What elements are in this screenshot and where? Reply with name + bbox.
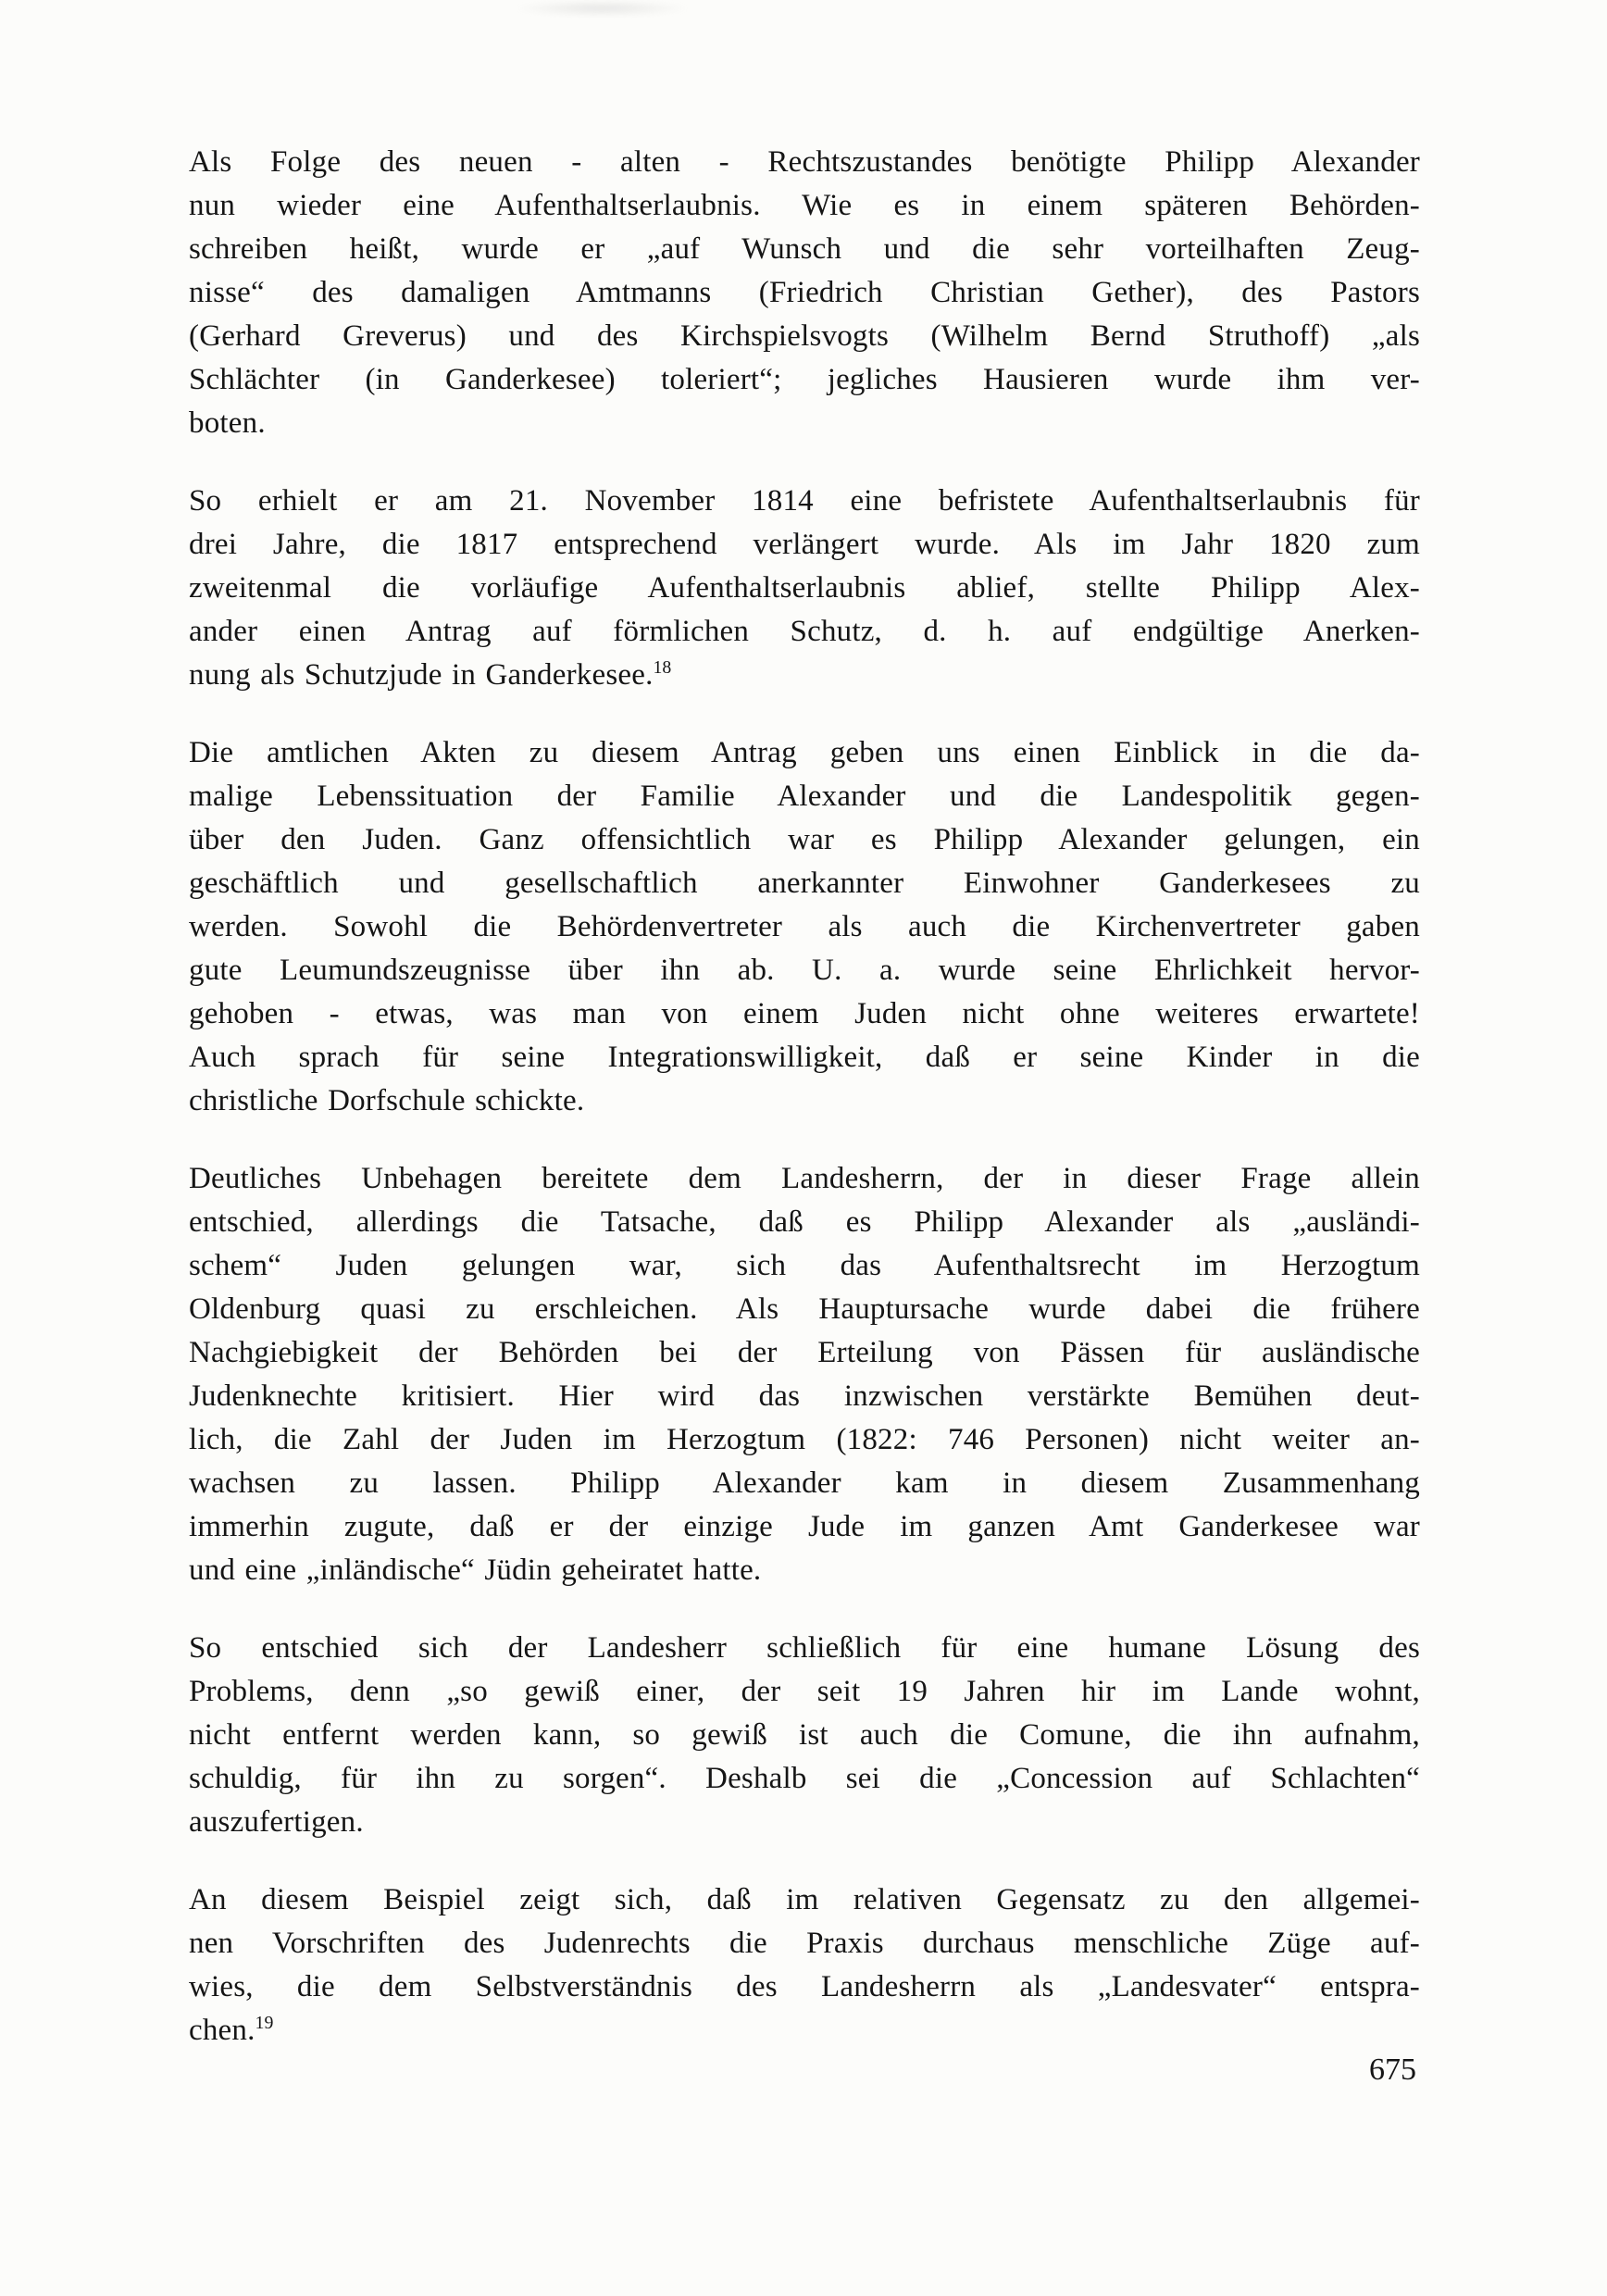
text-line <box>189 2009 1420 2053</box>
text-line: schem“ Juden gelungen war, sich das Aufenthaltsrecht im Herzogtum <box>189 1249 1420 1282</box>
text-line: Deutliches Unbehagen bereitete dem Landesherrn, der in dieser Frage allein <box>189 1162 1420 1195</box>
scan-artifact <box>514 0 690 17</box>
text-line: schreiben heißt, wurde er „auf Wunsch und die sehr vorteilhaften Zeug- <box>189 232 1420 266</box>
text-line: An diesem Beispiel zeigt sich, daß im relativen Gegensatz zu den allgemei- <box>189 1883 1420 1916</box>
text-run: chen. <box>189 2014 255 2047</box>
text-line: ander einen Antrag auf förmlichen Schutz, d. h. auf endgültige Anerken- <box>189 615 1420 648</box>
text-line: nen Vorschriften des Judenrechts die Praxis durchaus menschliche Züge auf- <box>189 1927 1420 1960</box>
text-line: schuldig, für ihn zu sorgen“. Deshalb sei die „Concession auf Schlachten“ <box>189 1762 1420 1795</box>
text-line <box>189 654 1420 697</box>
text-line: wies, die dem Selbstverständnis des Landesherrn als „Landesvater“ entspra- <box>189 1970 1420 2003</box>
paragraph <box>189 731 1420 1123</box>
text-line: Die amtlichen Akten zu diesem Antrag geben uns einen Einblick in die da- <box>189 736 1420 769</box>
text-line: (Gerhard Greverus) und des Kirchspielsvogts (Wilhelm Bernd Struthoff) „als <box>189 319 1420 353</box>
text-line: Als Folge des neuen - alten - Rechtszustandes benötigte Philipp Alexander <box>189 145 1420 179</box>
text-line: wachsen zu lassen. Philipp Alexander kam in diesem Zusammenhang <box>189 1466 1420 1500</box>
text-line <box>189 1549 1420 1592</box>
text-line: werden. Sowohl die Behördenvertreter als auch die Kirchenvertreter gaben <box>189 910 1420 943</box>
paragraph <box>189 1627 1420 1844</box>
text-line: Problems, denn „so gewiß einer, der seit 19 Jahren hir im Lande wohnt, <box>189 1675 1420 1708</box>
text-line: zweitenmal die vorläufige Aufenthaltserlaubnis ablief, stellte Philipp Alex- <box>189 571 1420 605</box>
text-line: So entschied sich der Landesherr schließlich für eine humane Lösung des <box>189 1631 1420 1665</box>
footnote-marker: 18 <box>653 657 672 678</box>
text-run: nung als Schutzjude in Ganderkesee. <box>189 658 654 692</box>
text-line: Judenknechte kritisiert. Hier wird das inzwischen verstärkte Bemühen deut- <box>189 1379 1420 1413</box>
footnote-marker: 19 <box>255 2013 274 2033</box>
text-line: über den Juden. Ganz offensichtlich war es Philipp Alexander gelungen, ein <box>189 823 1420 856</box>
text-run: boten. <box>189 406 266 440</box>
text-line: entschied, allerdings die Tatsache, daß es Philipp Alexander als „ausländi- <box>189 1205 1420 1239</box>
text-line: nun wieder eine Aufenthaltserlaubnis. Wie es in einem späteren Behörden- <box>189 189 1420 222</box>
paragraph <box>189 480 1420 697</box>
text-line <box>189 402 1420 445</box>
text-line <box>189 1801 1420 1844</box>
text-line: Oldenburg quasi zu erschleichen. Als Hauptursache wurde dabei die frühere <box>189 1292 1420 1326</box>
paragraph <box>189 141 1420 445</box>
text-run: auszufertigen. <box>189 1805 364 1839</box>
text-column <box>189 141 1420 2087</box>
paragraph <box>189 1157 1420 1592</box>
text-line: drei Jahre, die 1817 entsprechend verlängert wurde. Als im Jahr 1820 zum <box>189 528 1420 561</box>
text-line: Schlächter (in Ganderkesee) toleriert“; jegliches Hausieren wurde ihm ver- <box>189 363 1420 396</box>
text-line: gehoben - etwas, was man von einem Juden nicht ohne weiteres erwartete! <box>189 997 1420 1030</box>
text-run: christliche Dorfschule schickte. <box>189 1084 585 1117</box>
text-line: Auch sprach für seine Integrationswilligkeit, daß er seine Kinder in die <box>189 1041 1420 1074</box>
text-line: Nachgiebigkeit der Behörden bei der Erteilung von Pässen für ausländische <box>189 1336 1420 1369</box>
text-line <box>189 1079 1420 1123</box>
text-line: immerhin zugute, daß er der einzige Jude im ganzen Amt Ganderkesee war <box>189 1510 1420 1543</box>
text-line: nisse“ des damaligen Amtmanns (Friedrich Christian Gether), des Pastors <box>189 276 1420 309</box>
page-number: 675 <box>1369 2053 1416 2087</box>
paragraph <box>189 1878 1420 2053</box>
text-run: und eine „inländische“ Jüdin geheiratet hatte. <box>189 1554 762 1587</box>
text-line: lich, die Zahl der Juden im Herzogtum (1822: 746 Personen) nicht weiter an- <box>189 1423 1420 1456</box>
text-line: nicht entfernt werden kann, so gewiß ist auch die Comune, die ihn aufnahm, <box>189 1718 1420 1752</box>
text-line: geschäftlich und gesellschaftlich anerkannter Einwohner Ganderkesees zu <box>189 867 1420 900</box>
text-line: gute Leumundszeugnisse über ihn ab. U. a. wurde seine Ehrlichkeit hervor- <box>189 954 1420 987</box>
text-line: malige Lebenssituation der Familie Alexander und die Landespolitik gegen- <box>189 780 1420 813</box>
text-line: So erhielt er am 21. November 1814 eine befristete Aufenthaltserlaubnis für <box>189 484 1420 518</box>
